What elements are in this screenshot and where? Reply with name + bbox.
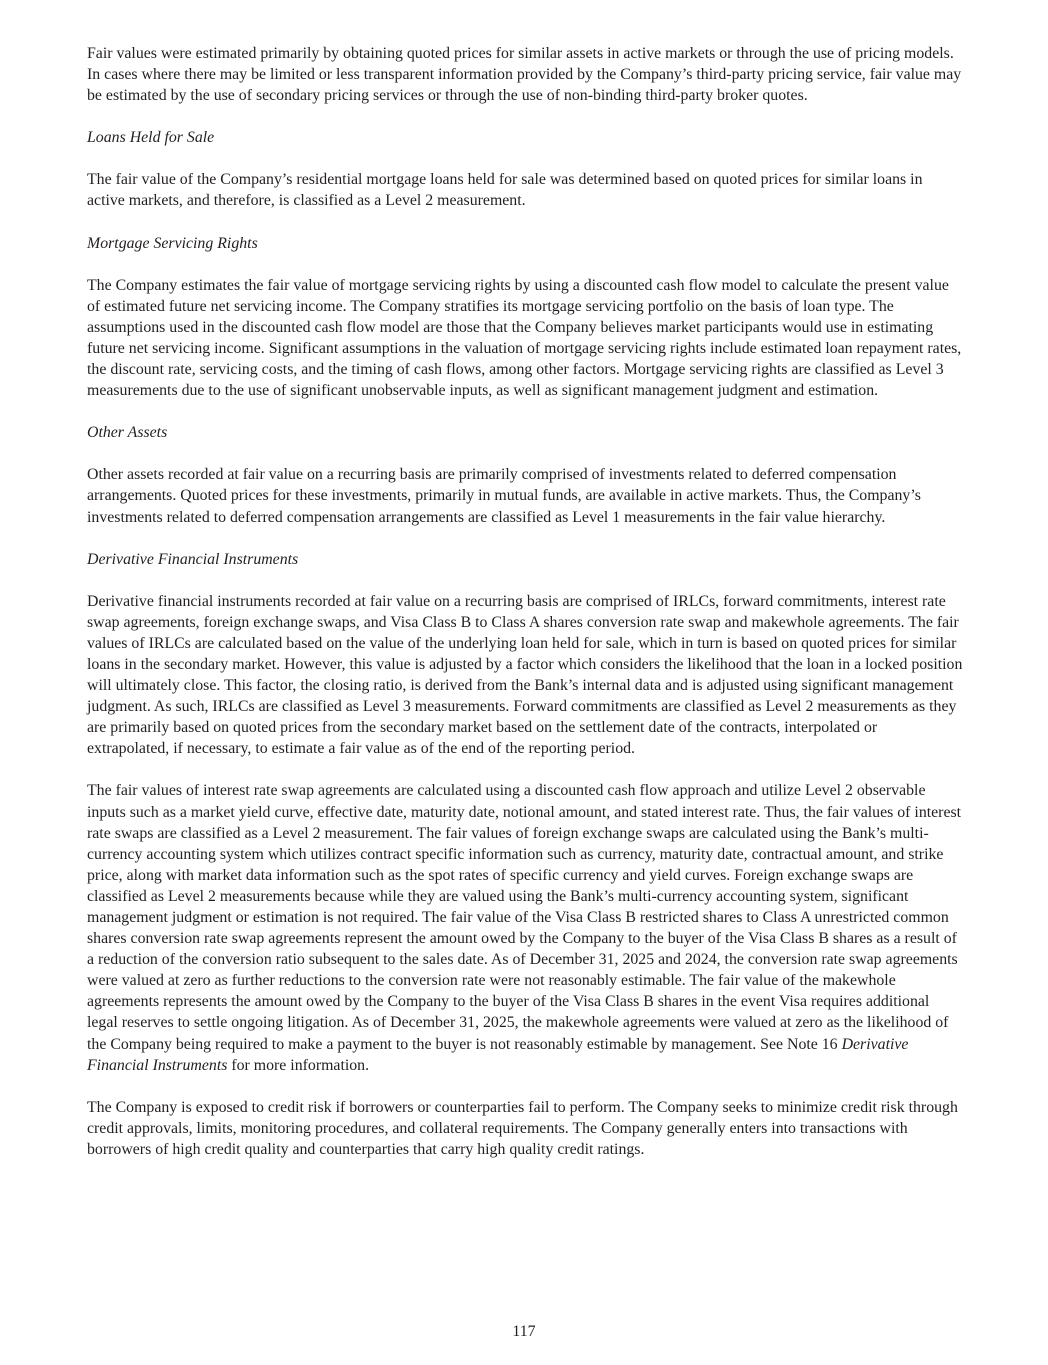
paragraph-other-assets: Other assets recorded at fair value on a recurring basis are primarily comprised of investments related to deferred compensation arrangements. Quoted prices for these investments, primarily in mutual funds, are available in active markets. Thus, the Company’s investments related to deferred compensation arrangements are classified as Level 1 measurements in the fair value hierarchy. [87,466,921,526]
paragraph-derivatives-irlcs: Derivative financial instruments recorded at fair value on a recurring basis are comprised of IRLCs, forward commitments, interest rate swap agreements, foreign exchange swaps, and Visa Class B to Class A shares conversion rate swap and makewhole agreements. The fair values of IRLCs are calculated based on the value of the underlying loan held for sale, which in turn is based on quoted prices for similar loans in the secondary market. However, this value is adjusted by a factor which considers the likelihood that the loan in a locked position will ultimately close. This factor, the closing ratio, is derived from the Bank’s internal data and is adjusted using significant management judgment. As such, IRLCs are classified as Level 3 measurements. Forward commitments are classified as Level 2 measurements as they are primarily based on quoted prices from the secondary market based on the settlement date of the contracts, interpolated or extrapolated, if necessary, to estimate a fair value as of the end of the reporting period. [87,592,963,758]
document-body [87,43,963,1181]
paragraph-derivatives-swaps-end: for more information. [227,1056,370,1074]
paragraph-credit-risk: The Company is exposed to credit risk if borrowers or counterparties fail to perform. The Company seeks to minimize credit risk through credit approvals, limits, monitoring procedures, and collateral requirements. The Company generally enters into transactions with borrowers of high credit quality and counterparties that carry high quality credit ratings. [87,1098,958,1158]
paragraph-derivatives-swaps-text: The fair values of interest rate swap agreements are calculated using a discounted cash flow approach and utilize Level 2 observable inputs such as a market yield curve, effective date, maturity date, notional amount, and stated interest rate. Thus, the fair values of interest rate swaps are classified as a Level 2 measurement. The fair values of foreign exchange swaps are calculated using the Bank’s multi-currency accounting system which utilizes contract specific information such as currency, maturity date, contractual amount, and strike price, along with market data information such as the spot rates of specific currency and yield curves. Foreign exchange swaps are classified as Level 2 measurements because while they are valued using the Bank’s multi-currency accounting system, significant management judgment or estimation is not required. The fair value of the Visa Class B restricted shares to Class A unrestricted common shares conversion rate swap agreements represent the amount owed by the Company to the buyer of the Visa Class B shares as a result of a reduction of the conversion ratio subsequent to the sales date. As of December 31, 2025 and 2024, the conversion rate swap agreements were valued at zero as further reductions to the conversion rate were not reasonably estimable. The fair value of the makewhole agreements represents the amount owed by the Company to the buyer of the Visa Class B shares in the event Visa requires additional legal reserves to settle ongoing litigation. As of December 31, 2025, the makewhole agreements were valued at zero as the likelihood of the Company being required to make a payment to the buyer is not reasonably estimable by management. See Note 16 [87,782,962,1053]
heading-derivative-financial-instruments: Derivative Financial Instruments [87,550,299,568]
heading-other-assets: Other Assets [87,424,168,442]
paragraph-mortgage-servicing-rights: The Company estimates the fair value of mortgage servicing rights by using a discounted cash flow model to calculate the present value of estimated future net servicing income. The Company stratifies its mortgage servicing portfolio on the basis of loan type. The assumptions used in the discounted cash flow model are those that the Company believes market participants would use in estimating future net servicing income. Significant assumptions in the valuation of mortgage servicing rights include estimated loan repayment rates, the discount rate, servicing costs, and the timing of cash flows, among other factors. Mortgage servicing rights are classified as Level 3 measurements due to the use of significant unobservable inputs, as well as significant management judgment and estimation. [87,276,962,400]
heading-mortgage-servicing-rights: Mortgage Servicing Rights [87,234,258,252]
paragraph-loans-held-for-sale: The fair value of the Company’s residential mortgage loans held for sale was determined based on quoted prices for similar loans in active markets, and therefore, is classified as a Level 2 measurement. [87,171,923,210]
paragraph-derivatives-swaps [87,780,963,1075]
note-reference-derivative-financial-instruments: Derivative Financial Instruments [87,1035,909,1074]
paragraph-fair-value-estimation: Fair values were estimated primarily by obtaining quoted prices for similar assets in active markets or through the use of pricing models. In cases where there may be limited or less transparent information provided by the Company’s third-party pricing service, fair value may be estimated by the use of secondary pricing services or through the use of non-binding third-party broker quotes. [87,45,962,105]
page-number: 117 [512,1323,536,1340]
heading-loans-held-for-sale: Loans Held for Sale [87,129,215,147]
